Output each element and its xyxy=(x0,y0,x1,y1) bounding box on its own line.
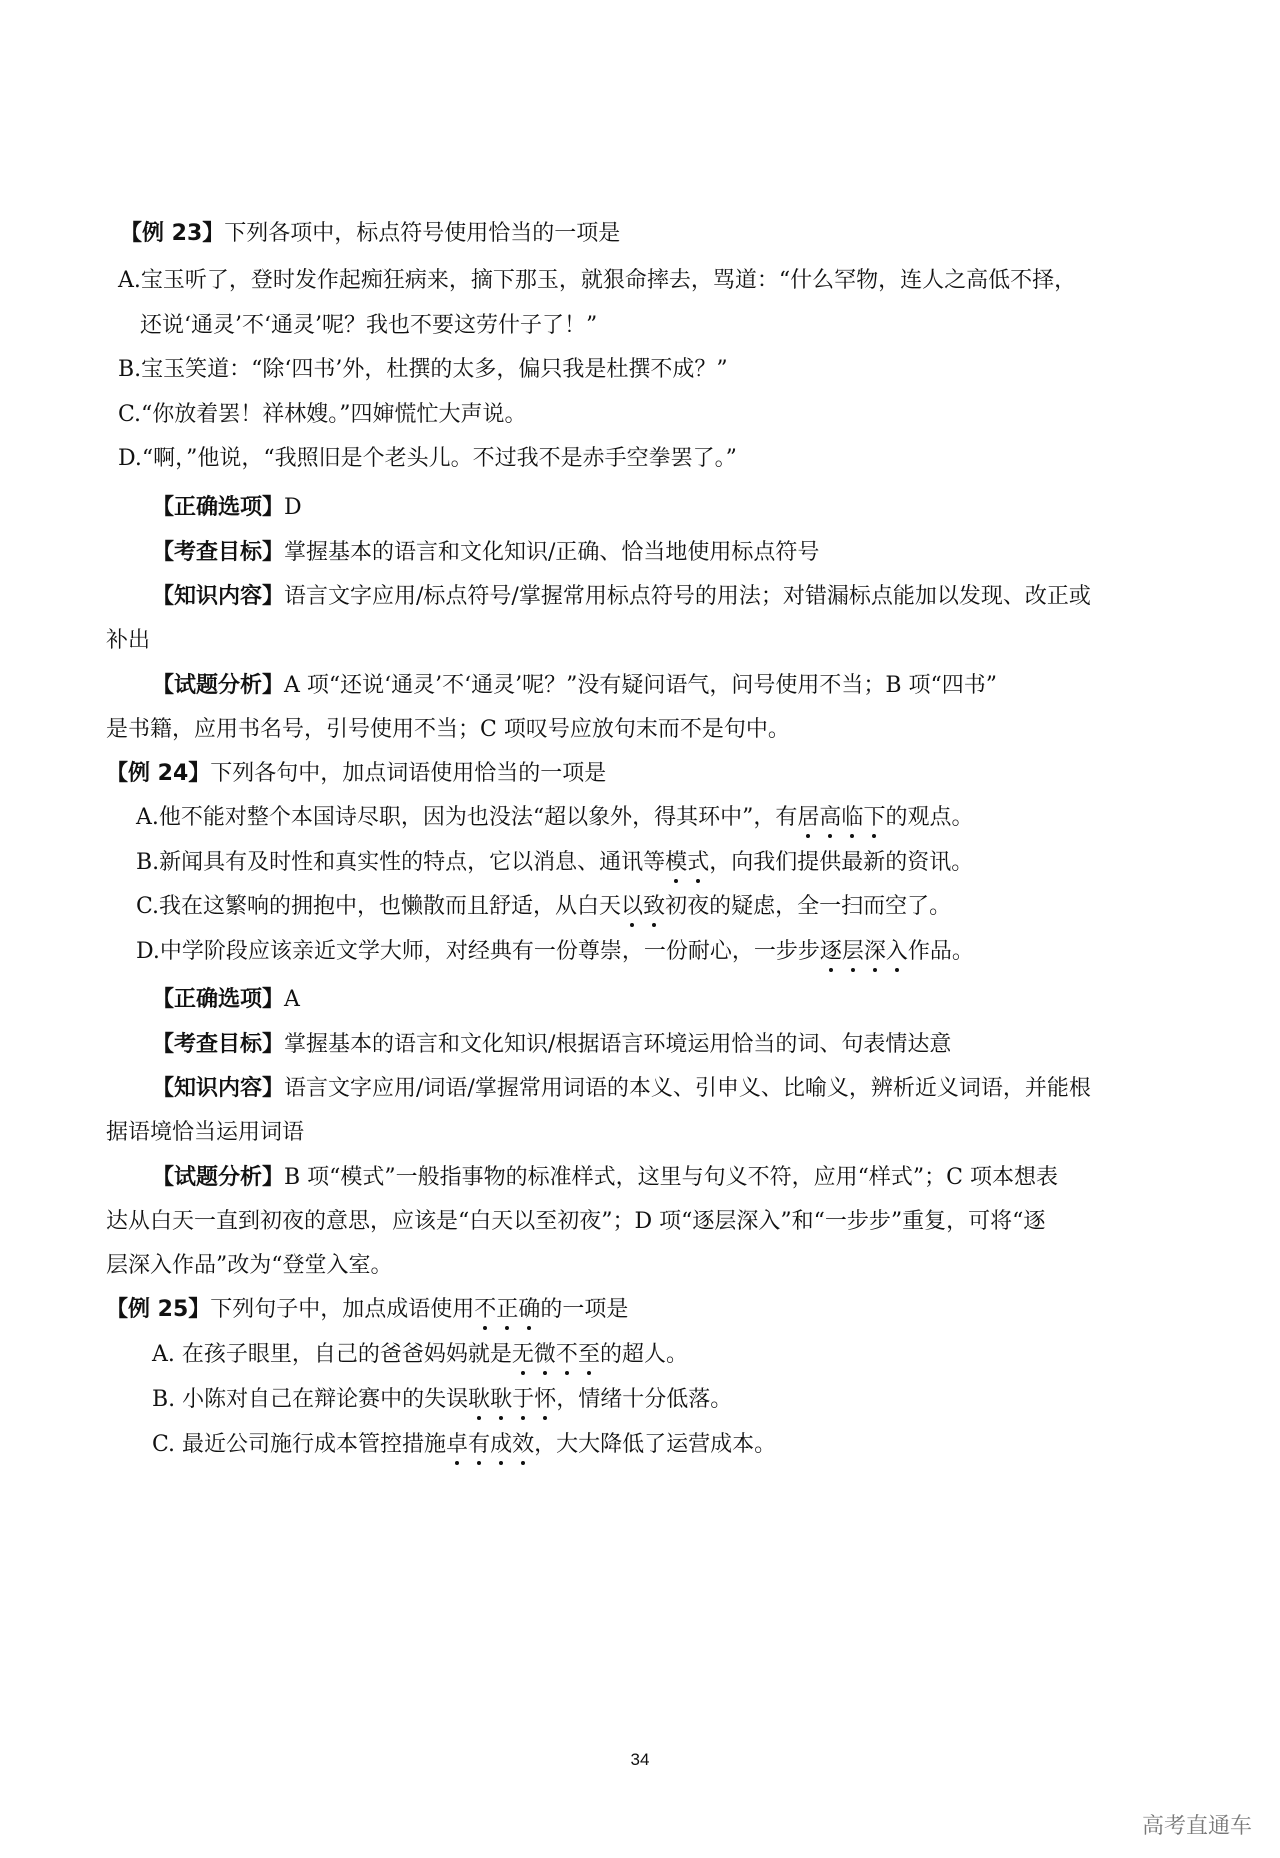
emphasis-dot-char: 临 xyxy=(841,803,863,833)
exam-goal: 【考查目标】掌握基本的语言和文化知识/正确、恰当地使用标点符号 xyxy=(152,540,820,565)
emphasis-dot-char: 致 xyxy=(643,892,665,922)
example-tag: 【例 24】 xyxy=(106,761,211,786)
emphasis-dot-char: 居 xyxy=(797,803,819,833)
option-b: B.新闻具有及时性和真实性的特点，它以消息、通讯等模式，向我们提供最新的资讯。 xyxy=(136,848,973,878)
option-d: D.“啊，”他说，“我照旧是个老头儿。不过我不是赤手空拳罢了。” xyxy=(118,446,737,471)
knowledge-content: 【知识内容】语言文字应用/标点符号/掌握常用标点符号的用法；对错漏标点能加以发现、改正或 xyxy=(152,584,1091,609)
option-a: A.宝玉听了，登时发作起痴狂病来，摘下那玉，就狠命摔去，骂道：“什么罕物，连人之高低不择， xyxy=(118,268,1077,293)
emphasis-dot-char: 卓 xyxy=(446,1430,468,1460)
emphasis-dot-char: 成 xyxy=(490,1430,512,1460)
emphasis-dot-char: 模 xyxy=(665,848,687,878)
dotted-phrase xyxy=(820,939,908,964)
example-tag: 【例 23】 xyxy=(120,221,225,246)
dotted-phrase xyxy=(665,850,709,875)
emphasis-dot-char: 有 xyxy=(468,1430,490,1460)
analysis: 【试题分析】B 项“模式”一般指事物的标准样式，这里与句义不符，应用“样式”；C 项本想表 xyxy=(152,1165,1058,1190)
correct-answer: 【正确选项】D xyxy=(152,495,302,520)
emphasis-dot-char: 怀 xyxy=(534,1385,556,1415)
option-b: B. 小陈对自己在辩论赛中的失误耿耿于怀，情绪十分低落。 xyxy=(152,1385,732,1415)
emphasis-dot-char: 确 xyxy=(518,1295,540,1325)
analysis-cont-2: 层深入作品”改为“登堂入室。 xyxy=(106,1253,393,1278)
emphasis-dot-char: 效 xyxy=(512,1430,534,1460)
dotted-phrase xyxy=(474,1297,540,1322)
knowledge-content: 【知识内容】语言文字应用/词语/掌握常用词语的本义、引申义、比喻义，辨析近义词语，并能根 xyxy=(152,1076,1091,1101)
option-b: B.宝玉笑道：“除‘四书’外，杜撰的太多，偏只我是杜撰不成？” xyxy=(118,357,728,382)
dotted-phrase xyxy=(621,894,665,919)
emphasis-dot-char: 微 xyxy=(534,1340,556,1370)
emphasis-dot-char: 式 xyxy=(687,848,709,878)
analysis-cont: 是书籍，应用书名号，引号使用不当；C 项叹号应放句末而不是句中。 xyxy=(106,717,790,742)
option-d: D.中学阶段应该亲近文学大师，对经典有一份尊崇，一份耐心，一步步逐层深入作品。 xyxy=(136,937,974,967)
emphasis-dot-char: 至 xyxy=(578,1340,600,1370)
example-25-question: 【例 25】下列句子中，加点成语使用不正确的一项是 xyxy=(106,1295,628,1325)
option-a-cont: 还说‘通灵’不‘通灵’呢？我也不要这劳什子了！” xyxy=(140,313,598,338)
dotted-phrase xyxy=(797,805,885,830)
example-tag: 【例 25】 xyxy=(106,1297,211,1322)
example-23-question: 【例 23】下列各项中，标点符号使用恰当的一项是 xyxy=(120,221,621,246)
emphasis-dot-char: 入 xyxy=(886,937,908,967)
analysis: 【试题分析】A 项“还说‘通灵’不‘通灵’呢？”没有疑问语气，问号使用不当；B 项“四书” xyxy=(152,673,998,698)
dotted-phrase xyxy=(446,1432,534,1457)
emphasis-dot-char: 以 xyxy=(621,892,643,922)
option-c: C.我在这繁响的拥抱中，也懒散而且舒适，从白天以致初夜的疑虑，全一扫而空了。 xyxy=(136,892,951,922)
watermark: 高考直通车 xyxy=(1141,1814,1252,1839)
exam-goal: 【考查目标】掌握基本的语言和文化知识/根据语言环境运用恰当的词、句表情达意 xyxy=(152,1032,952,1057)
emphasis-dot-char: 不 xyxy=(556,1340,578,1370)
emphasis-dot-char: 耿 xyxy=(490,1385,512,1415)
correct-answer: 【正确选项】A xyxy=(152,987,300,1012)
emphasis-dot-char: 无 xyxy=(512,1340,534,1370)
emphasis-dot-char: 下 xyxy=(863,803,885,833)
dotted-phrase xyxy=(512,1342,600,1367)
option-c: C. 最近公司施行成本管控措施卓有成效，大大降低了运营成本。 xyxy=(152,1430,776,1460)
page-number: 34 xyxy=(630,1750,650,1769)
option-a: A.他不能对整个本国诗尽职，因为也没法“超以象外，得其环中”，有居高临下的观点。 xyxy=(136,803,973,833)
emphasis-dot-char: 正 xyxy=(496,1295,518,1325)
knowledge-content-cont: 据语境恰当运用词语 xyxy=(106,1120,305,1145)
dotted-phrase xyxy=(468,1387,556,1412)
emphasis-dot-char: 不 xyxy=(474,1295,496,1325)
knowledge-content-cont: 补出 xyxy=(106,628,151,653)
emphasis-dot-char: 耿 xyxy=(468,1385,490,1415)
option-c: C.“你放着罢！祥林嫂。”四婶慌忙大声说。 xyxy=(118,402,527,427)
emphasis-dot-char: 深 xyxy=(864,937,886,967)
option-a: A. 在孩子眼里，自己的爸爸妈妈就是无微不至的超人。 xyxy=(152,1340,688,1370)
emphasis-dot-char: 于 xyxy=(512,1385,534,1415)
example-24-question: 【例 24】下列各句中，加点词语使用恰当的一项是 xyxy=(106,761,607,786)
analysis-cont: 达从白天一直到初夜的意思，应该是“白天以至初夜”；D 项“逐层深入”和“一步步”重复，可将“逐 xyxy=(106,1209,1046,1234)
emphasis-dot-char: 层 xyxy=(842,937,864,967)
emphasis-dot-char: 高 xyxy=(819,803,841,833)
emphasis-dot-char: 逐 xyxy=(820,937,842,967)
